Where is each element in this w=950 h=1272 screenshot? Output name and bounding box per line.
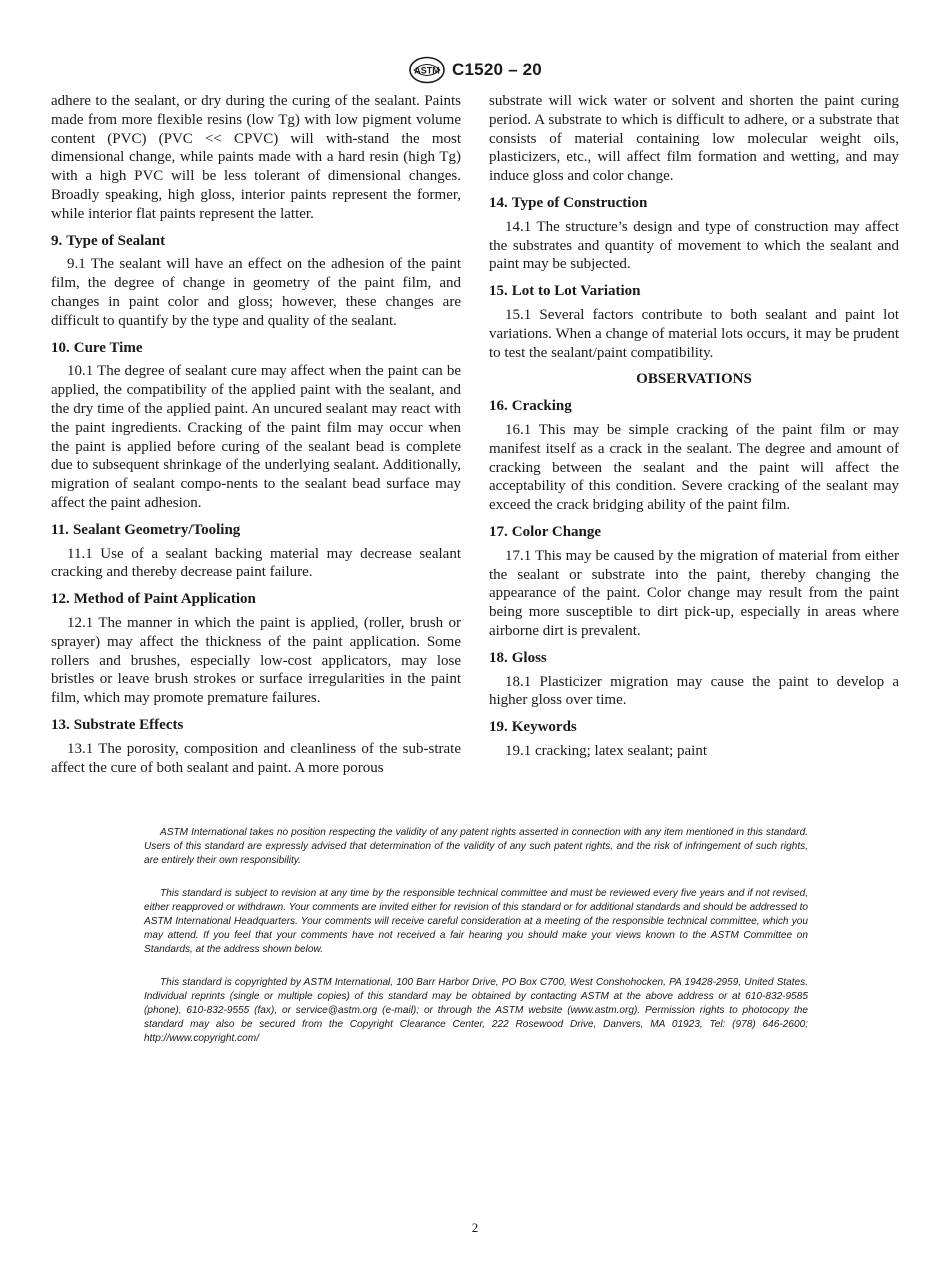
section-title: Type of Construction: [511, 194, 648, 211]
paragraph-13-1: 13.1 The porosity, composition and cleanliness of the sub-strate affect the cure of both sealant and paint. A more porous: [51, 740, 461, 776]
section-12-heading: [51, 590, 461, 609]
section-9-heading: [51, 232, 461, 251]
section-number: 15.: [489, 283, 508, 300]
section-number: 13.: [51, 716, 70, 733]
observations-heading: OBSERVATIONS: [636, 371, 752, 388]
page-header: [0, 56, 950, 84]
paragraph-11-1: 11.1 Use of a sealant backing material may decrease sealant cracking and thereby decrease paint failure.: [51, 545, 461, 581]
section-title: Gloss: [511, 649, 547, 666]
section-17-heading: [489, 523, 899, 542]
section-11-heading: [51, 521, 461, 540]
paragraph-13-1-continuation: substrate will wick water or solvent and shorten the paint curing period. A substrate to which is difficult to adhere, or a substrate that consists of material containing low molecular weight oils, plasticizers, etc., will affect film formation and wetting, and may induce gloss and color change.: [489, 93, 899, 185]
paragraph-9-1: 9.1 The sealant will have an effect on the adhesion of the paint film, the degree of change in geometry of the paint film, and changes in paint color and gloss; however, these changes are difficult to quantify by the type and quality of the sealant.: [51, 256, 461, 329]
section-title: Sealant Geometry/Tooling: [72, 521, 241, 538]
section-10-heading: [51, 339, 461, 358]
section-19-heading: [489, 718, 899, 737]
legal-notices: [144, 826, 808, 1065]
paragraph-18-1: 18.1 Plasticizer migration may cause the paint to develop a higher gloss over time.: [489, 673, 899, 709]
document-id: C1520 – 20: [452, 60, 542, 79]
paragraph-10-1: 10.1 The degree of sealant cure may affect when the paint can be applied, the compatibility of the applied paint with the sealant, and the dry time of the applied paint. An uncured sealant may react with the paint ingredients. Cracking of the paint film may occur when the paint is applied before curing of the sealant bead is complete due to subsequent shrinkage of the underlying sealant. Additionally, migration of sealant compo-nents to the sealant bead surface may affect the paint adhesion.: [51, 363, 461, 511]
section-14-heading: [489, 194, 899, 213]
left-column: [51, 92, 461, 777]
section-title: Keywords: [511, 719, 577, 736]
paragraph-14-1: 14.1 The structure’s design and type of construction may affect the substrates and quantity of movement to which the sealant and paint may be subjected.: [489, 218, 899, 273]
section-number: 10.: [51, 339, 70, 356]
astm-logo-icon: [408, 56, 446, 84]
section-title: Method of Paint Application: [73, 591, 256, 608]
section-number: 11.: [51, 521, 69, 538]
section-title: Type of Sealant: [66, 232, 166, 249]
section-title: Cracking: [511, 398, 572, 415]
section-title: Lot to Lot Variation: [511, 283, 641, 300]
section-number: 19.: [489, 719, 508, 736]
section-number: 12.: [51, 591, 70, 608]
section-number: 18.: [489, 649, 508, 666]
right-column: [489, 92, 899, 761]
section-title: Substrate Effects: [73, 716, 184, 733]
paragraph-19-1: 19.1 cracking; latex sealant; paint: [505, 742, 708, 759]
section-13-heading: [51, 716, 461, 735]
copyright-notice: This standard is copyrighted by ASTM International, 100 Barr Harbor Drive, PO Box C700, West Conshohocken, PA 19428-2959, United States. Individual reprints (single or multiple copies) of this standard may be obtained by contacting ASTM at the above address or at 610-832-9585 (phone), 610-832-9555 (fax), or service@astm.org (e-mail); or through the ASTM website (www.astm.org). Permission rights to photocopy the standard may also be secured from the Copyright Clearance Center, 222 Rosewood Drive, Danvers, MA 01923, Tel: (978) 646-2600; http://www.copyright.com/: [144, 977, 808, 1044]
section-number: 16.: [489, 398, 508, 415]
patent-notice: ASTM International takes no position respecting the validity of any patent rights asserted in connection with any item mentioned in this standard. Users of this standard are expressly advised that determination of the validity of any such patent rights, and the risk of infringement of such rights, are entirely their own responsibility.: [144, 827, 808, 866]
intro-continuation: adhere to the sealant, or dry during the curing of the sealant. Paints made from more flexible resins (low Tg) with low pigment volume content (PVC) (PVC << CPVC) will with-stand the most dimensional change, while paints made with a hard resin (high Tg) with a high PVC will be less tolerant of dimensional changes. Broadly speaking, high gloss, interior paints represent the former, while interior flat paints represent the latter.: [51, 93, 461, 222]
page-number: 2: [471, 1220, 479, 1235]
section-number: 14.: [489, 194, 508, 211]
section-18-heading: [489, 649, 899, 668]
paragraph-15-1: 15.1 Several factors contribute to both sealant and paint lot variations. When a change of material lots occurs, it may be prudent to test the sealant/paint compatibility.: [489, 306, 899, 361]
section-title: Cure Time: [73, 339, 143, 356]
revision-notice: This standard is subject to revision at any time by the responsible technical committee and must be reviewed every five years and if not revised, either reapproved or withdrawn. Your comments are invited either for revision of this standard or for additional standards and should be addressed to ASTM International Headquarters. Your comments will receive careful consideration at a meeting of the responsible technical committee, which you may attend. If you feel that your comments have not received a fair hearing you should make your views known to the ASTM Committee on Standards, at the address shown below.: [144, 888, 808, 955]
paragraph-17-1: 17.1 This may be caused by the migration of material from either the sealant or substrate into the paint, thereby changing the appearance of the paint. Color change may result from the paint being more susceptible to dirt pick-up, especially in areas where airborne dirt is prevalent.: [489, 547, 899, 639]
logo-text: ASTM: [414, 65, 440, 76]
section-16-heading: [489, 397, 899, 416]
paragraph-12-1: 12.1 The manner in which the paint is applied, (roller, brush or sprayer) may affect the thickness of the paint application. Some rollers and brushes, especially low-cost applicators, may lose bristles or leave brush strokes or surface irregularities in the paint film, which may promote premature failures.: [51, 614, 461, 707]
section-title: Color Change: [511, 523, 602, 540]
section-number: 17.: [489, 523, 508, 540]
section-number: 9.: [51, 232, 63, 249]
paragraph-16-1: 16.1 This may be simple cracking of the paint film or may manifest itself as a crack in the sealant. The degree and amount of cracking between the sealant and the paint will affect the acceptability of this condition. Severe cracking of the sealant may exceed the crack bridging ability of the paint film.: [489, 421, 899, 514]
section-15-heading: [489, 282, 899, 301]
